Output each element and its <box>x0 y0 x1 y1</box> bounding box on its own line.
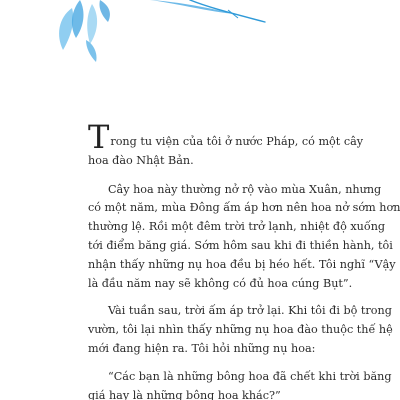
paragraph-1-line-1 <box>88 118 380 156</box>
leaf-illustration <box>0 0 400 80</box>
paragraph-1-line-2: hoa đào Nhật Bản. <box>88 153 194 167</box>
story-text <box>88 118 400 400</box>
paragraph-3-line-1: Vài tuần sau, trời ấm áp trở lại. Khi tôi đi bộ trong <box>108 304 392 318</box>
paragraph-1 <box>88 118 380 171</box>
paragraph-2-line-1: Cây hoa này thường nở rộ vào mùa Xuân, nhưng <box>108 182 382 196</box>
paragraph-1-line-1-text: rong tu viện của tôi ở nước Pháp, có một cây <box>110 135 364 148</box>
paragraph-2-line-4: tới điểm băng giá. Sớm hôm sau khi đi thiền hành, tôi <box>88 238 393 252</box>
leaf-small <box>86 40 97 62</box>
leaf-middle <box>87 4 97 44</box>
paragraph-2-line-2: có một năm, mùa Đông ấm áp hơn nên hoa nở sớm hơn <box>88 201 400 215</box>
paragraph-3-line-2: vườn, tôi lại nhìn thấy những nụ hoa đào thuộc thế hệ <box>88 323 393 337</box>
paragraph-2-line-6: là đầu năm nay sẽ không có đủ hoa cúng Bụt”. <box>88 276 353 290</box>
paragraph-4-line-1: “Các bạn là những bông hoa đã chết khi trời băng <box>108 369 392 383</box>
leaf-top <box>99 0 109 22</box>
paragraph-4 <box>88 368 392 400</box>
leaf-left-inner <box>72 0 84 38</box>
leaf-left <box>59 8 73 50</box>
drop-cap: T <box>88 118 110 156</box>
stem <box>190 0 265 22</box>
paragraph-3 <box>88 302 393 358</box>
paragraph-4-line-2: giá hay là những bông hoa khác?” <box>88 388 281 400</box>
paragraph-2-line-5: nhận thấy những nụ hoa đều bị héo hết. Tôi nghĩ “Vậy <box>88 257 396 271</box>
paragraph-2-line-3: thường lệ. Rồi một đêm trời trở lạnh, nhiệt độ xuống <box>88 220 386 234</box>
paragraph-3-line-3: mới đang hiện ra. Tôi hỏi những nụ hoa: <box>88 341 316 355</box>
leaf-right-spray <box>150 0 235 14</box>
paragraph-2 <box>88 181 400 294</box>
